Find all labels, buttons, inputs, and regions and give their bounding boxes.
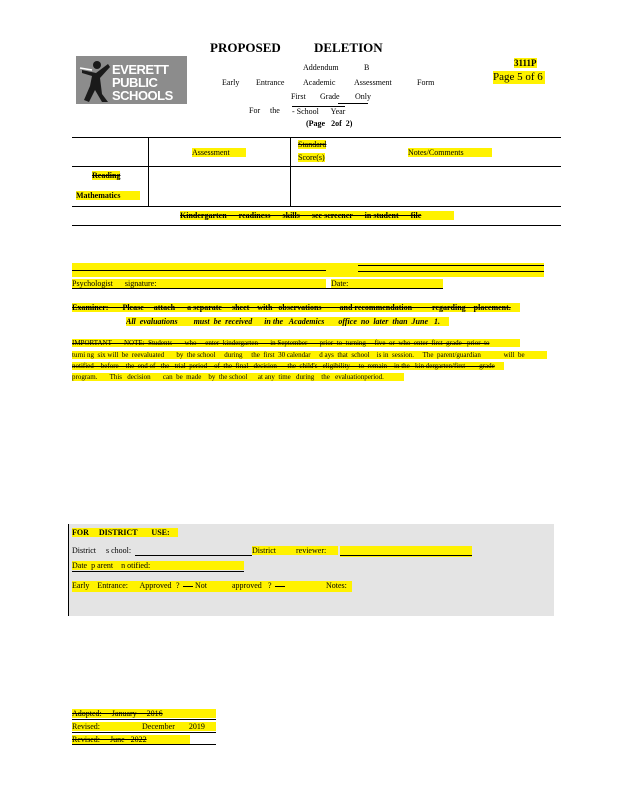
adopted-date: Adopted: January 2016 (72, 709, 216, 718)
title-academic: Academic (303, 78, 336, 87)
not-approved-checkbox[interactable]: ? (268, 581, 272, 590)
title-for: For (249, 106, 261, 115)
col-header-assessment: Assessment (192, 148, 246, 157)
title-only: Only (355, 92, 371, 101)
col-header-score: Score(s) (298, 153, 325, 162)
col-header-notes: Notes/Comments (408, 148, 492, 157)
title-early: Early (222, 78, 240, 87)
page-label: Page 5 of 6 (493, 71, 545, 84)
school-district-logo (76, 56, 187, 104)
approved-checkbox[interactable]: ? (176, 581, 180, 590)
policy-code: 3111P (514, 58, 537, 68)
col-header-standard: Standard (298, 140, 327, 149)
notes-label: Notes: (326, 581, 347, 590)
early-entrance-approved-label: Early Entrance: Approved (72, 581, 172, 590)
deletion-heading: DELETION (314, 40, 383, 55)
not-label: Not (195, 581, 207, 590)
logo-word-public: PUBLIC (112, 75, 158, 90)
examiner-instruction-line2: All evaluations must be received in the Academics office no later than June 1. (126, 317, 449, 326)
title-first: First (291, 92, 306, 101)
kindergarten-readiness-note: Kindergarten readiness skills see screener in student file (180, 211, 454, 220)
title-form: Form (417, 78, 435, 87)
row-label-reading: Reading (92, 171, 121, 180)
logo-word-schools: SCHOOLS (112, 88, 173, 103)
date-label: Date: (331, 279, 443, 288)
important-note-line1: IMPORTANT NOTE: Students who enter kindergarten in September prior to turning five or who enter first grade prior to (72, 339, 520, 347)
logo-word-everett: EVERETT (112, 62, 169, 77)
not-approved-label: approved (232, 581, 262, 590)
district-use-box (69, 524, 554, 616)
important-note-line3: notified before the end of the trial period of the final decision the child's eligibility to remain in the kin dergarten/first grade (72, 362, 504, 370)
title-school-year: - School Year (292, 107, 346, 116)
important-note-line4: program. This decision can be made by the school at any time during the evaluationperiod. (72, 373, 404, 381)
title-addendum: Addendum (303, 63, 339, 72)
examiner-instruction-line1: Examiner: Please attach a separate sheet with observations and recommendation regarding placement. (72, 303, 520, 312)
title-b: B (364, 63, 370, 72)
title-page-2of2: (Page 2of 2) (306, 119, 353, 128)
title-entrance: Entrance (256, 78, 285, 87)
date-parent-notified-label: Date p arent n otified: (72, 561, 244, 570)
important-note-line2: turni ng six will be reevaluated by the school during the first 30 calendar d ays that school is in session. The parent/guardian will be (72, 351, 547, 359)
revised-date: Revised: December 2019 (72, 722, 216, 731)
row-label-mathematics: Mathematics (76, 191, 140, 200)
title-grade: Grade (320, 92, 340, 101)
revised-date-2022: Revised: June 2022 (72, 735, 190, 744)
psychologist-signature-label: Psychologist signature: (72, 279, 326, 288)
proposed-heading: PROPOSED (210, 40, 281, 55)
student-figure-icon (78, 56, 114, 104)
title-assessment: Assessment (354, 78, 392, 87)
title-the: the (270, 106, 280, 115)
district-use-title: FOR DISTRICT USE: (72, 528, 178, 537)
district-reviewer-label: District reviewer: (252, 546, 338, 555)
district-school-label: District s chool: (72, 546, 132, 555)
